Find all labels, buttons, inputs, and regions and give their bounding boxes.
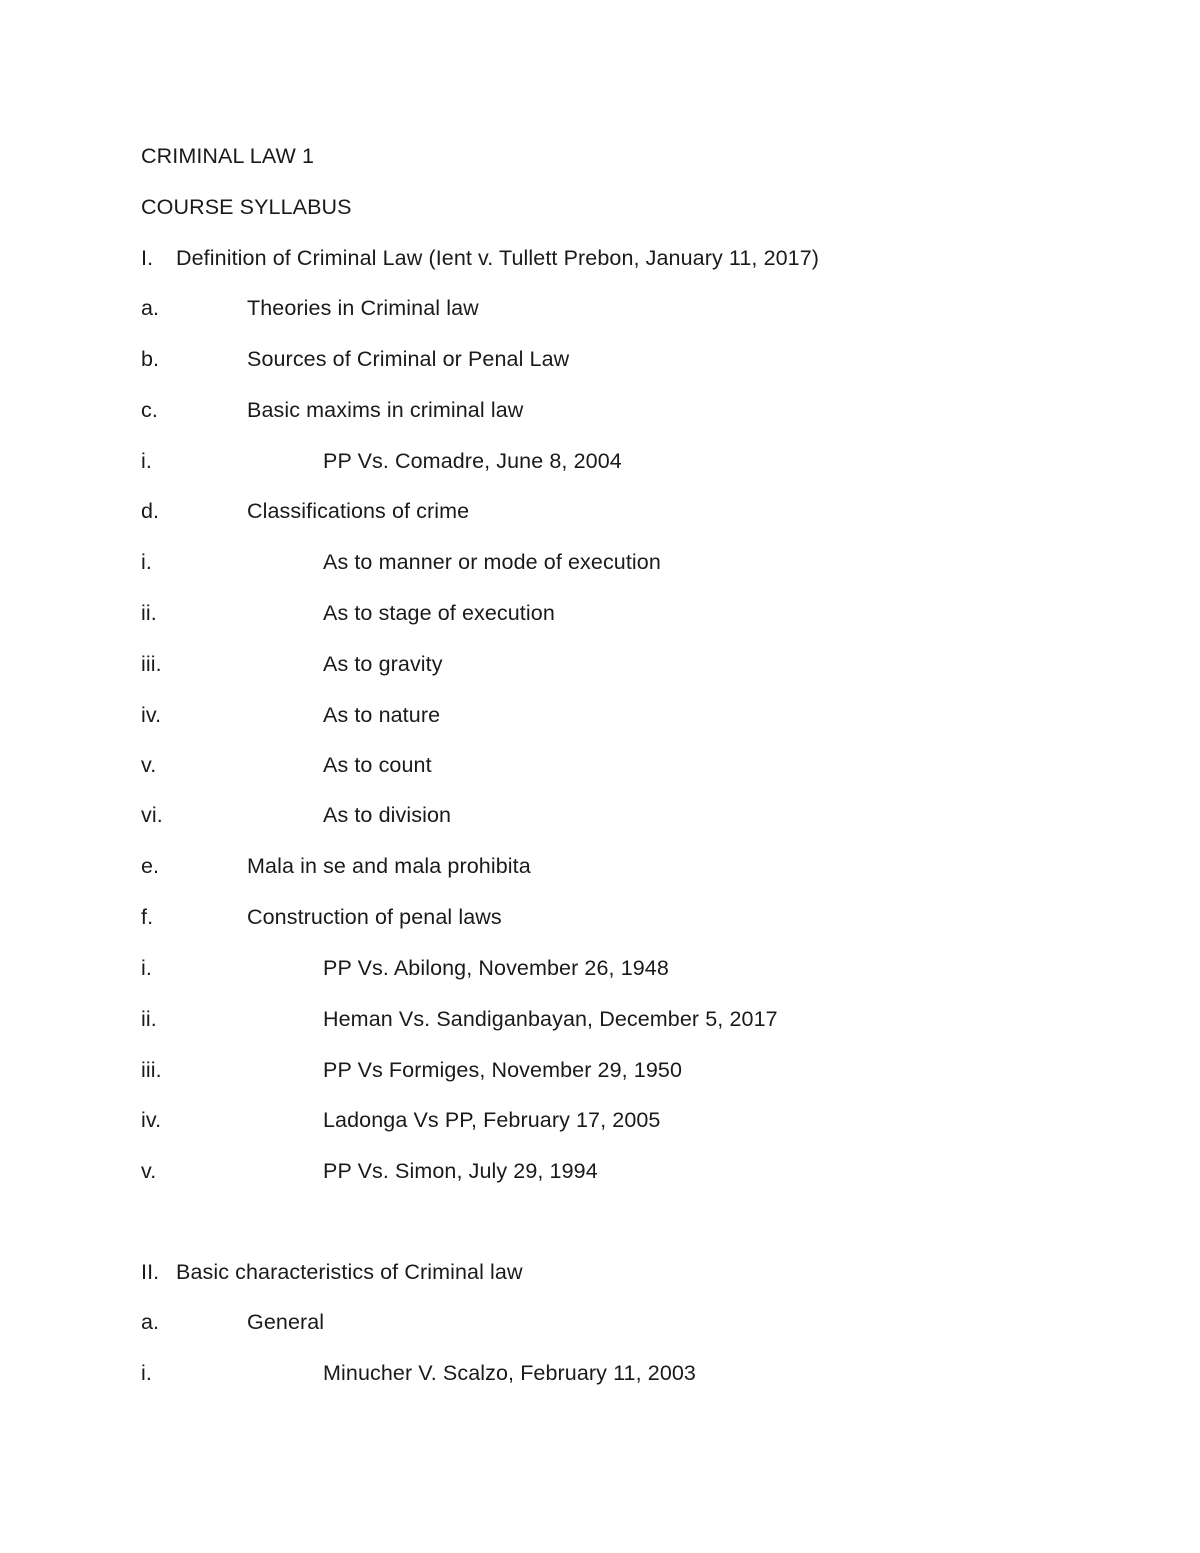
section-marker: I.	[141, 246, 154, 270]
item-text: Ladonga Vs PP, February 17, 2005	[323, 1108, 661, 1132]
item-marker: e.	[141, 854, 160, 878]
section-text: Definition of Criminal Law (Ient v. Tullett Prebon, January 11, 2017)	[176, 246, 820, 270]
item-text: PP Vs. Comadre, June 8, 2004	[323, 449, 622, 473]
item-marker: i.	[141, 1361, 152, 1385]
item-marker: c.	[141, 398, 158, 422]
item-text: Mala in se and mala prohibita	[247, 854, 531, 878]
item-text: Basic maxims in criminal law	[247, 398, 524, 422]
item-text: Minucher V. Scalzo, February 11, 2003	[323, 1361, 696, 1385]
item-marker: i.	[141, 956, 152, 980]
item-marker: iii.	[141, 1058, 162, 1082]
item-marker: i.	[141, 550, 152, 574]
item-text: As to nature	[323, 703, 441, 727]
item-marker: f.	[141, 905, 154, 929]
item-text: PP Vs. Abilong, November 26, 1948	[323, 956, 669, 980]
item-marker: b.	[141, 347, 160, 371]
item-text: PP Vs Formiges, November 29, 1950	[323, 1058, 683, 1082]
item-marker: v.	[141, 753, 157, 777]
item-marker: a.	[141, 1310, 160, 1334]
item-marker: v.	[141, 1159, 157, 1183]
item-text: Construction of penal laws	[247, 905, 502, 929]
item-marker: d.	[141, 499, 160, 523]
item-text: As to manner or mode of execution	[323, 550, 661, 574]
item-text: As to count	[323, 753, 432, 777]
item-text: Heman Vs. Sandiganbayan, December 5, 2017	[323, 1007, 778, 1031]
section-text: Basic characteristics of Criminal law	[176, 1260, 523, 1284]
section-marker: II.	[141, 1260, 160, 1284]
item-marker: i.	[141, 449, 152, 473]
item-marker: ii.	[141, 601, 157, 625]
item-marker: a.	[141, 296, 160, 320]
item-marker: vi.	[141, 803, 163, 827]
item-text: Classifications of crime	[247, 499, 470, 523]
item-text: As to gravity	[323, 652, 443, 676]
item-text: PP Vs. Simon, July 29, 1994	[323, 1159, 598, 1183]
item-text: Theories in Criminal law	[247, 296, 479, 320]
item-marker: ii.	[141, 1007, 157, 1031]
item-text: As to division	[323, 803, 452, 827]
item-marker: iv.	[141, 703, 162, 727]
item-text: General	[247, 1310, 325, 1334]
item-text: Sources of Criminal or Penal Law	[247, 347, 570, 371]
item-marker: iv.	[141, 1108, 162, 1132]
document-page: CRIMINAL LAW 1 COURSE SYLLABUS I. Definition of Criminal Law (Ient v. Tullett Prebon, January 11, 2017) a. Theories in Criminal law b. Sources of Criminal or Penal Law c. Basic maxims in criminal law i. PP Vs. Comadre, June 8, 2004 d. Classifications of crime i. As to manner or mode of execution ii. As to stage of execution iii. As to gravity iv. As to nature v. As to count vi. As to division e. Mala in se and mala prohibita f. Construction of penal laws i. PP Vs. Abilong, November 26, 1948 ii. Heman Vs. Sandiganbayan, December 5, 2017 iii. PP Vs Formiges, November 29, 1950 iv. Ladonga Vs PP, February 17, 2005 v. PP Vs. Simon, July 29, 1994 II. Basic characteristics of Criminal law a. General i. Minucher V. Scalzo, February 11, 2003	[0, 0, 1200, 1553]
item-text: As to stage of execution	[323, 601, 555, 625]
item-marker: iii.	[141, 652, 162, 676]
